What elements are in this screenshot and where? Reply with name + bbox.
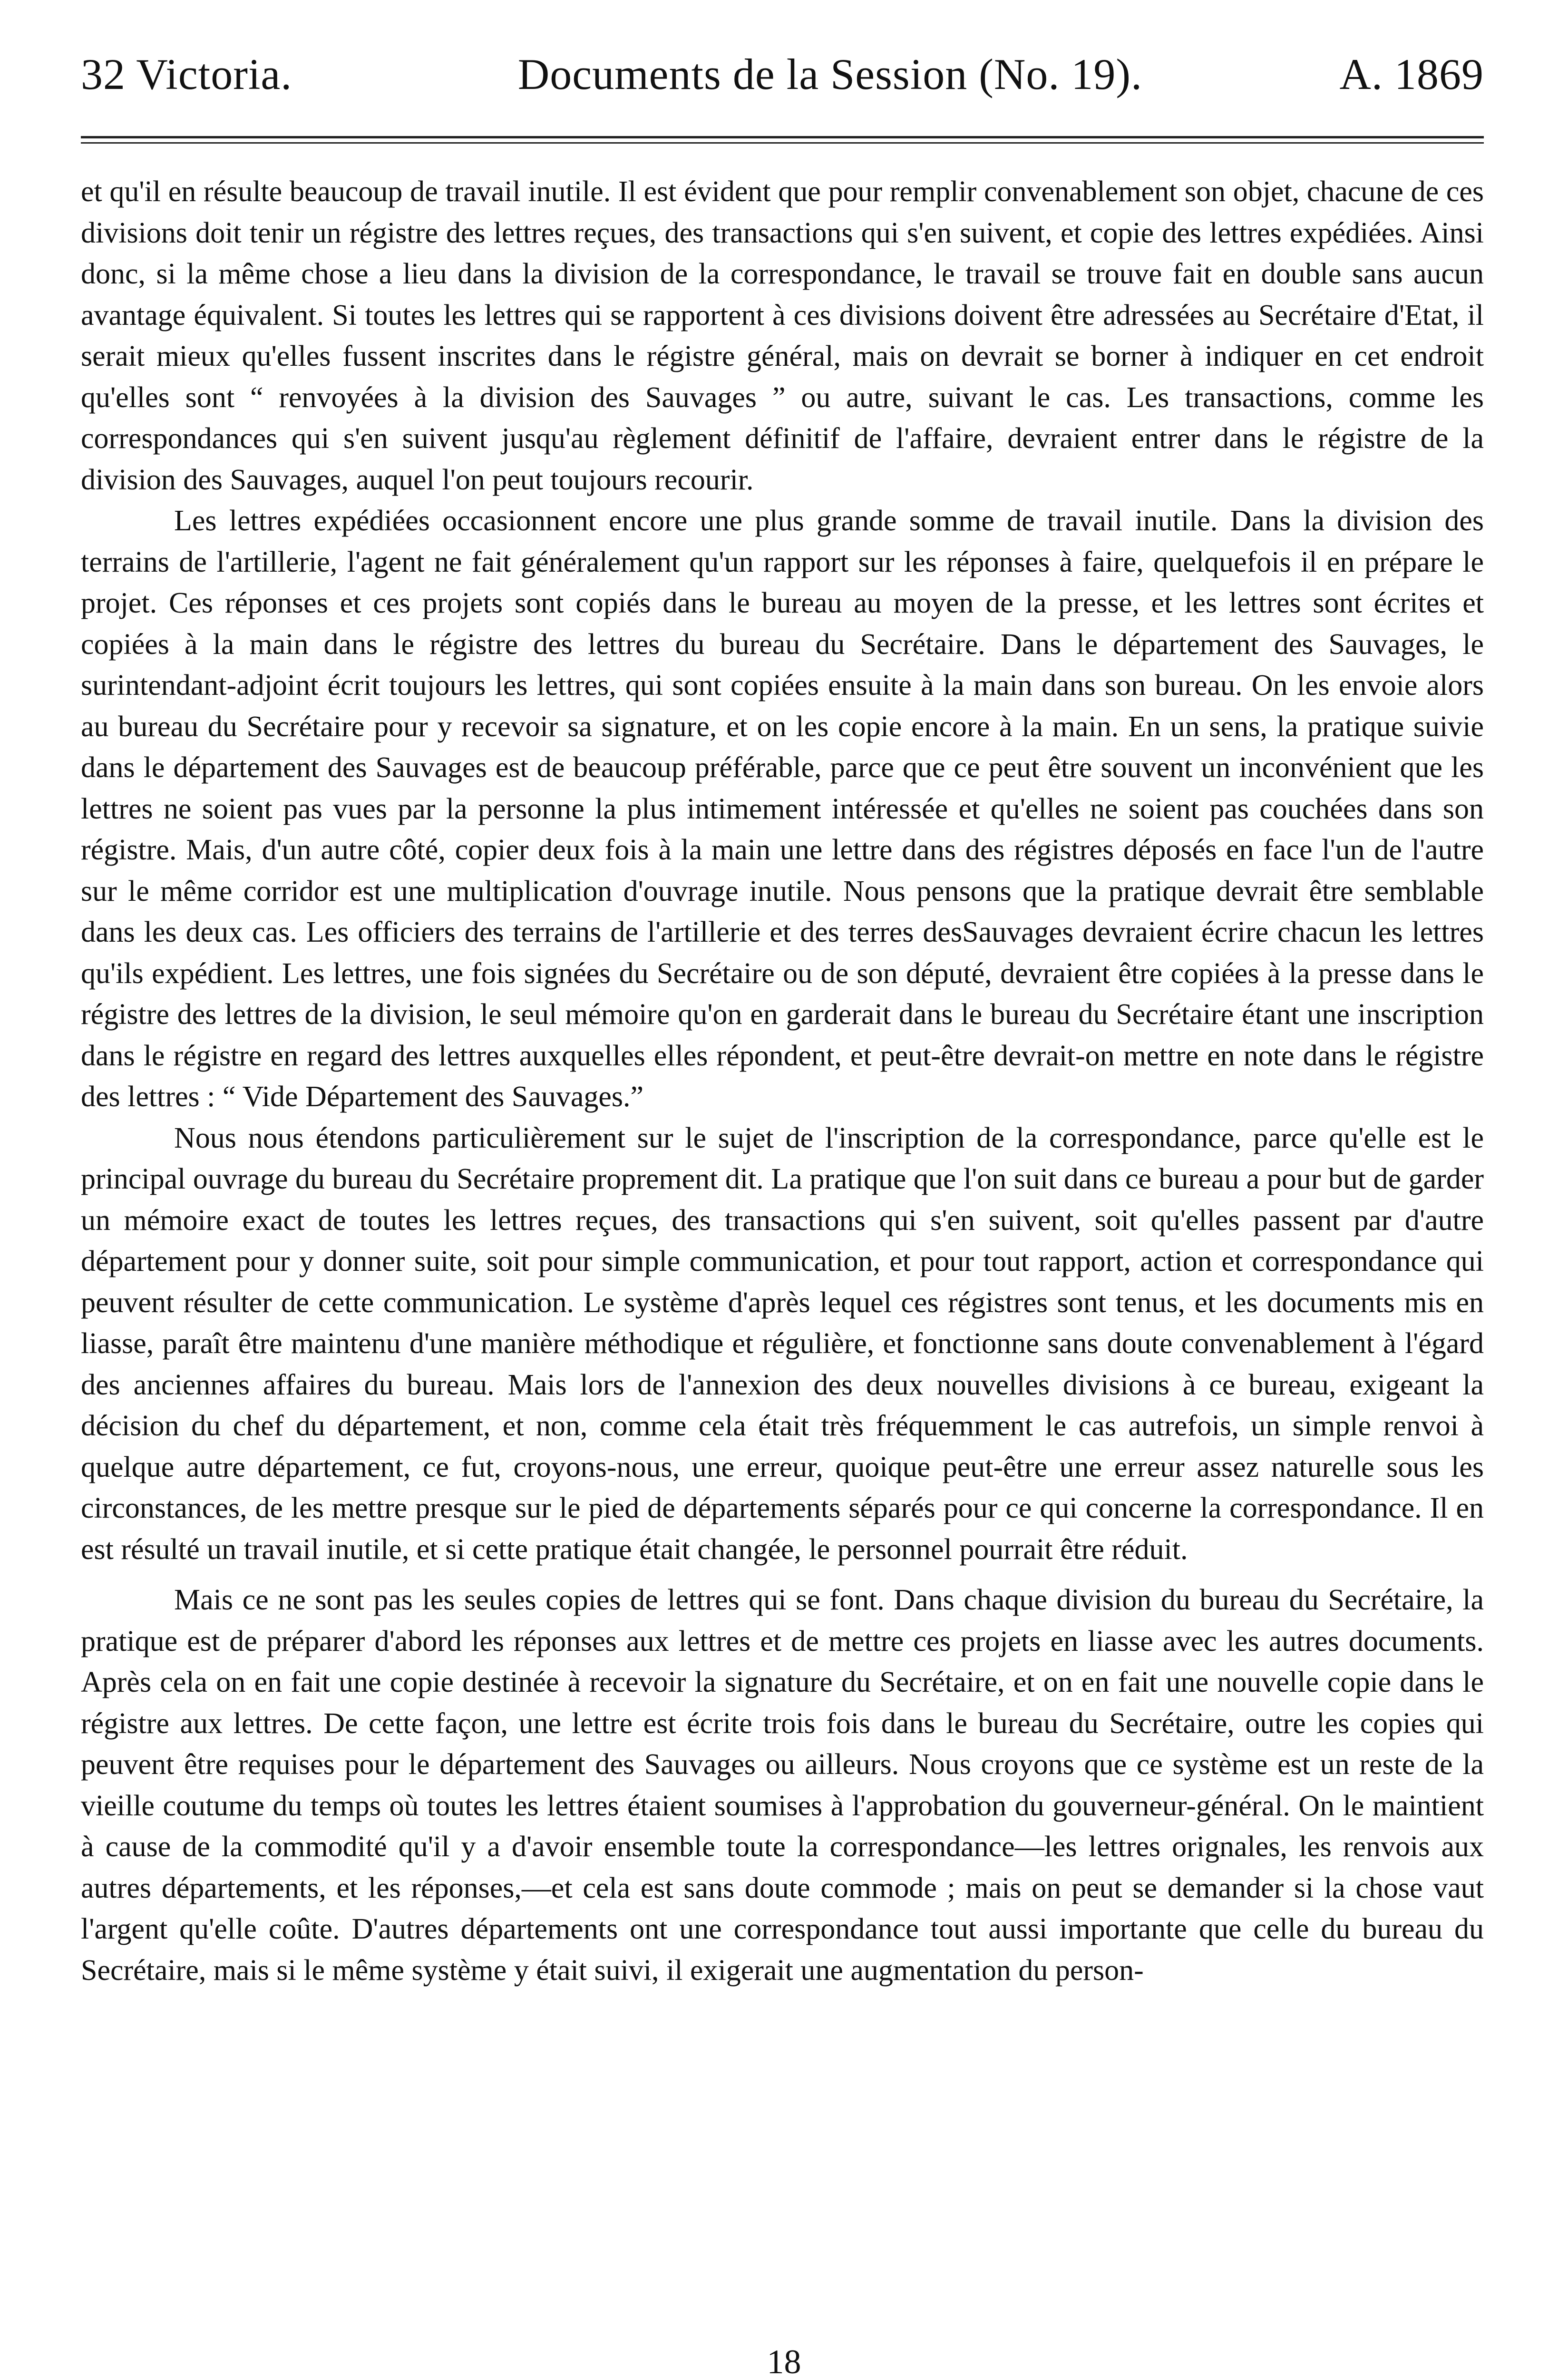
running-header: [81, 52, 1484, 96]
header-title: Documents de la Session (No. 19).: [517, 50, 1142, 98]
header-rule: [81, 136, 1484, 144]
header-year: 32 Victoria.: [81, 50, 292, 98]
paragraph: Mais ce ne sont pas les seules copies de lettres qui se font. Dans chaque division du bureau du Secrétaire, la pratique est de préparer d'abord les réponses aux lettres et de mettre ces projets en liasse avec les autres documents. Après cela on en fait une copie destinée à recevoir la signature du Secrétaire, et on en fait une nouvelle copie dans le régistre aux lettres. De cette façon, une lettre est écrite trois fois dans le bureau du Secrétaire, outre les copies qui peuvent être requises pour le département des Sauvages ou ailleurs. Nous croyons que ce système est un reste de la vieille coutume du temps où toutes les lettres étaient soumises à l'approbation du gouverneur-général. On le maintient à cause de la commodité qu'il y a d'avoir ensemble toute la correspondance—les lettres orignales, les renvois aux autres départements, et les réponses,—et cela est sans doute commode ; mais on peut se demander si la chose vaut l'argent qu'elle coûte. D'autres départements ont une correspondance tout aussi importante que celle du bureau du Secrétaire, mais si le même système y était suivi, il exigerait une augmentation du person-: [81, 1584, 1484, 1987]
header-date: A. 1869: [1339, 50, 1484, 98]
body-text: [81, 171, 1484, 1991]
paragraph: Les lettres expédiées occasionnent encore une plus grande somme de travail inutile. Dans la division des terrains de l'artillerie, l'agent ne fait généralement qu'un rapport sur les réponses à faire, quelquefois il en prépare le projet. Ces réponses et ces projets sont copiés dans le bureau au moyen de la presse, et les lettres sont écrites et copiées à la main dans le régistre des lettres du bureau du Secrétaire. Dans le département des Sauvages, le surintendant-adjoint écrit toujours les lettres, qui sont copiées ensuite à la main dans son bureau. On les envoie alors au bureau du Secrétaire pour y recevoir sa signature, et on les copie encore à la main. En un sens, la pratique suivie dans le département des Sauvages est de beaucoup préférable, parce que ce peut être souvent un inconvénient que les lettres ne soient pas vues par la personne la plus intimement intéressée et qu'elles ne soient pas couchées dans son régistre. Mais, d'un autre côté, copier deux fois à la main une lettre dans des régistres déposés en face l'un de l'autre sur le même corridor est une multiplication d'ouvrage inutile. Nous pensons que la pratique devrait être semblable dans les deux cas. Les officiers des terrains de l'artillerie et des terres desSauvages devraient écrire chacun les lettres qu'ils expédient. Les lettres, une fois signées du Secrétaire ou de son député, devraient être copiées à la presse dans le régistre des lettres de la division, le seul mémoire qu'on en garderait dans le bureau du Secrétaire étant une inscription dans le régistre en regard des lettres auxquelles elles répondent, et peut-être devrait-on mettre en note dans le régistre des lettres : “ Vide Département des Sauvages.”: [81, 505, 1484, 1113]
document-page: [81, 52, 1484, 1991]
page-number: 18: [767, 2343, 801, 2378]
paragraph: et qu'il en résulte beaucoup de travail inutile. Il est évident que pour remplir convenablement son objet, chacune de ces divisions doit tenir un régistre des lettres reçues, des transactions qui s'en suivent, et copie des lettres expédiées. Ainsi donc, si la même chose a lieu dans la division de la correspondance, le travail se trouve fait en double sans aucun avantage équivalent. Si toutes les lettres qui se rapportent à ces divisions doivent être adressées au Secrétaire d'Etat, il serait mieux qu'elles fussent inscrites dans le régistre général, mais on devrait se borner à indiquer en cet endroit qu'elles sont “ renvoyées à la division des Sauvages ” ou autre, suivant le cas. Les transactions, comme les correspondances qui s'en suivent jusqu'au règlement définitif de l'affaire, devraient entrer dans le régistre de la division des Sauvages, auquel l'on peut toujours recourir.: [81, 175, 1484, 496]
paragraph: Nous nous étendons particulièrement sur le sujet de l'inscription de la correspondance, parce qu'elle est le principal ouvrage du bureau du Secrétaire proprement dit. La pratique que l'on suit dans ce bureau a pour but de garder un mémoire exact de toutes les lettres reçues, des transactions qui s'en suivent, soit qu'elles passent par d'autre département pour y donner suite, soit pour simple communication, et pour tout rapport, action et correspondance qui peuvent résulter de cette communication. Le système d'après lequel ces régistres sont tenus, et les documents mis en liasse, paraît être maintenu d'une manière méthodique et régulière, et fonctionne sans doute convenablement à l'égard des anciennes affaires du bureau. Mais lors de l'annexion des deux nouvelles divisions à ce bureau, exigeant la décision du chef du département, et non, comme cela était très fréquemment le cas autrefois, un simple renvoi à quelque autre département, ce fut, croyons-nous, une erreur, quoique peut-être une erreur assez naturelle sous les circonstances, de les mettre presque sur le pied de départements séparés pour ce qui concerne la correspondance. Il en est résulté un travail inutile, et si cette pratique était changée, le personnel pourrait être réduit.: [81, 1121, 1484, 1566]
